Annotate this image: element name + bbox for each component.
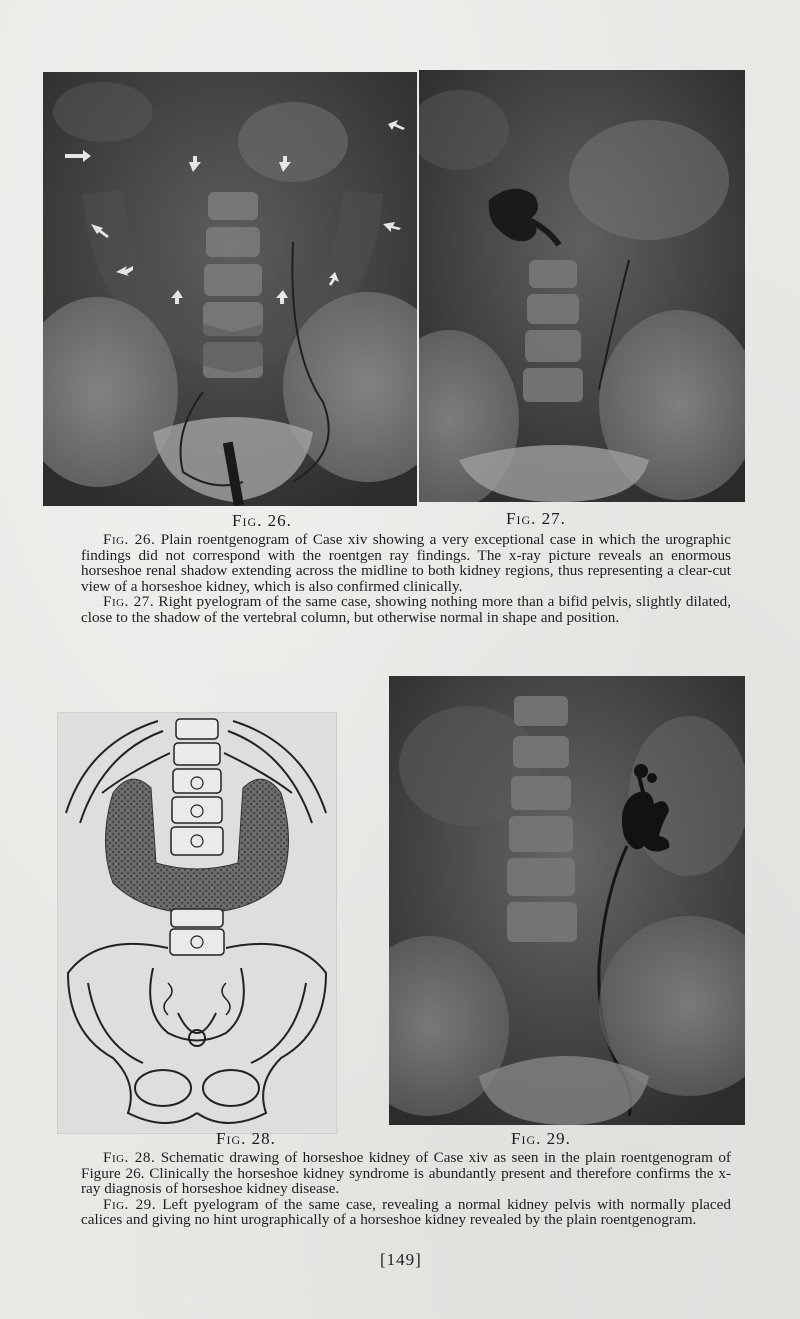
caption-fig-29: [81, 1197, 731, 1228]
page-number: [149]: [380, 1250, 422, 1269]
caption-fig-28-lead: Fig. 28.: [103, 1149, 156, 1166]
caption-fig-29-text: Left pyelogram of the same case, revealing a normal kidney pelvis with normally placed calices and giving no hint urographically of a horseshoe kidney revealed by the plain roentgenogram.: [81, 1195, 732, 1229]
schematic-28-graphic: [58, 713, 336, 1133]
caption-fig-27-lead: Fig. 27.: [103, 593, 155, 611]
caption-fig-27-text: Right pyelogram of the same case, showing nothing more than a bifid pelvis, slightly dilated, close to the shadow of the vertebral column, but otherwise normal in shape and position.: [81, 593, 731, 626]
caption-fig-28: [81, 1150, 731, 1197]
caption-fig-29-lead: Fig. 29.: [103, 1195, 157, 1213]
caption-fig-26-text: Plain roentgenogram of Case xiv showing a very exceptional case in which the urographic findings did not correspond with the roentgen ray findings. The x-ray picture reveals an enormous horseshoe renal shadow extending across the midline to both kidney regions, thus representing a clear-cut view of a horseshoe kidney, which is also confirmed clinically.: [81, 531, 731, 595]
xray-27-graphic: [419, 70, 745, 502]
caption-fig-27: [81, 594, 731, 625]
figure-29-xray-image: [389, 676, 745, 1125]
figure-28-label: Fig. 28.: [216, 1129, 276, 1148]
figure-28-schematic-drawing: [57, 712, 337, 1134]
caption-fig-26: [81, 532, 731, 594]
caption-fig-28-text: Schematic drawing of horseshoe kidney of Case xiv as seen in the plain roentgenogram of Figure 26. Clinically the horseshoe kidney syndrome is abundantly present and therefore confirms the x-ray diagnosis of horseshoe kidney disease.: [81, 1149, 731, 1198]
caption-block-bottom: [81, 1150, 731, 1228]
figure-27-label: Fig. 27.: [506, 509, 566, 528]
xray-29-graphic: [389, 676, 745, 1125]
figure-26-xray-image: [43, 72, 417, 506]
figure-27-xray-image: [419, 70, 745, 502]
figure-29-label: Fig. 29.: [511, 1129, 571, 1148]
xray-26-graphic: [43, 72, 417, 506]
caption-fig-26-lead: Fig. 26.: [103, 531, 156, 548]
caption-block-top: [81, 532, 731, 626]
figure-26-label: Fig. 26.: [232, 511, 292, 530]
